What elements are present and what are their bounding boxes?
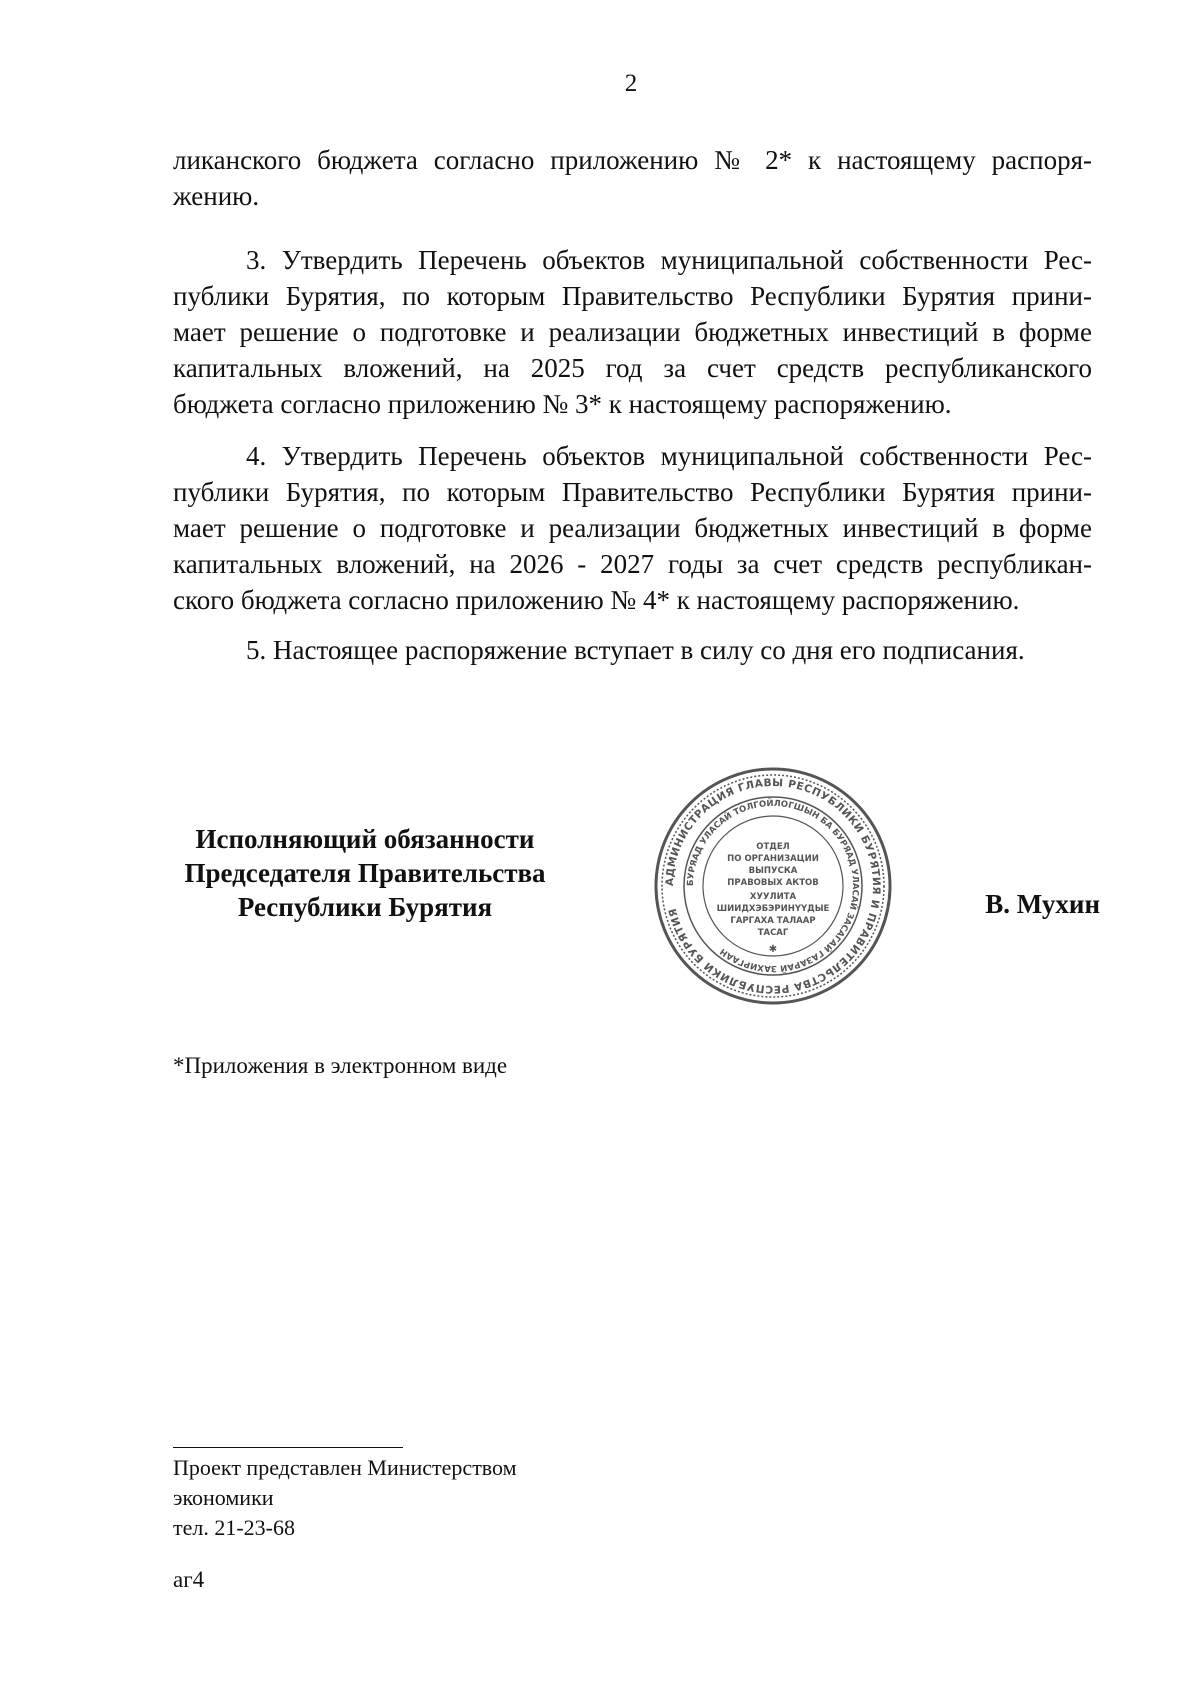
paragraph-item-4 bbox=[173, 438, 1092, 618]
footer-divider bbox=[173, 1447, 403, 1448]
footer-line: тел. 21-23-68 bbox=[173, 1515, 296, 1540]
signatory-title bbox=[160, 822, 570, 924]
text-line: капитальных вложений, на 2026 - 2027 годы за счет средств республикан- bbox=[173, 549, 1092, 579]
seal-inner-text: БУРЯАД УЛАСАЙ ТОЛГОЙЛОГШЫН БА БУРЯАД УЛАСАЙ ЗАСАГАЙ ГАЗАРАЙ ЗАХИРГААН bbox=[685, 798, 861, 974]
document-code: аг4 bbox=[173, 1567, 205, 1592]
text-line: 3. Утвердить Перечень объектов муниципальной собственности Рес- bbox=[246, 245, 1092, 275]
signatory-title-line: Исполняющий обязанности bbox=[195, 824, 535, 854]
footer-line: экономики bbox=[173, 1485, 274, 1510]
seal-center-line: ВЫПУСКА bbox=[748, 866, 798, 876]
text-line: капитальных вложений, на 2025 год за счет средств республиканского bbox=[173, 353, 1092, 383]
page-number: 2 bbox=[624, 70, 638, 97]
seal-center-line: ХУУЛИТА bbox=[749, 892, 797, 902]
attachments-footnote: *Приложения в электронном виде bbox=[173, 1053, 508, 1078]
signatory-name: В. Мухин bbox=[985, 889, 1100, 919]
text-line: 4. Утвердить Перечень объектов муниципальной собственности Рес- bbox=[246, 441, 1092, 471]
paragraph-item-5 bbox=[173, 632, 1092, 668]
text-line: 5. Настоящее распоряжение вступает в силу со дня его подписания. bbox=[246, 635, 1025, 665]
footer-contact bbox=[173, 1453, 517, 1543]
text-line: публики Бурятия, по которым Правительство Республики Бурятия прини- bbox=[173, 477, 1092, 507]
text-line: публики Бурятия, по которым Правительство Республики Бурятия прини- bbox=[173, 281, 1092, 311]
text-line: мает решение о подготовке и реализации бюджетных инвестиций в форме bbox=[173, 513, 1092, 543]
signatory-title-line: Республики Бурятия bbox=[237, 892, 493, 922]
text-line: ского бюджета согласно приложению № 4* к настоящему распоряжению. bbox=[173, 585, 1020, 615]
footer-line: Проект представлен Министерством bbox=[173, 1455, 517, 1480]
text-line: жению. bbox=[173, 181, 260, 211]
official-seal bbox=[652, 765, 894, 1007]
paragraph-continuation bbox=[173, 142, 1092, 214]
text-line: бюджета согласно приложению № 3* к настоящему распоряжению. bbox=[173, 389, 952, 419]
paragraph-item-3 bbox=[173, 242, 1092, 422]
seal-center-line: ПРАВОВЫХ АКТОВ bbox=[727, 878, 819, 888]
text-line: ликанского бюджета согласно приложению № 2* к настоящему распоря- bbox=[173, 145, 1092, 175]
seal-center-line: ПО ОРГАНИЗАЦИИ bbox=[727, 854, 819, 864]
seal-graphic bbox=[652, 765, 894, 1007]
seal-center-line: ШИИДХЭБЭРИНҮҮДЫЕ bbox=[716, 904, 830, 914]
seal-center-line: ТАСАГ bbox=[757, 928, 789, 938]
signatory-title-line: Председателя Правительства bbox=[184, 858, 546, 888]
seal-outer-text: АДМИНИСТРАЦИЯ ГЛАВЫ РЕСПУБЛИКИ БУРЯТИЯ И ПРАВИТЕЛЬСТВА РЕСПУБЛИКИ БУРЯТИЯ bbox=[663, 776, 883, 996]
seal-star-icon: ✱ bbox=[768, 944, 778, 955]
seal-center-line: ГАРГАХА ТАЛААР bbox=[730, 916, 816, 926]
text-line: мает решение о подготовке и реализации бюджетных инвестиций в форме bbox=[173, 317, 1092, 347]
seal-center-line: ОТДЕЛ bbox=[756, 842, 790, 852]
